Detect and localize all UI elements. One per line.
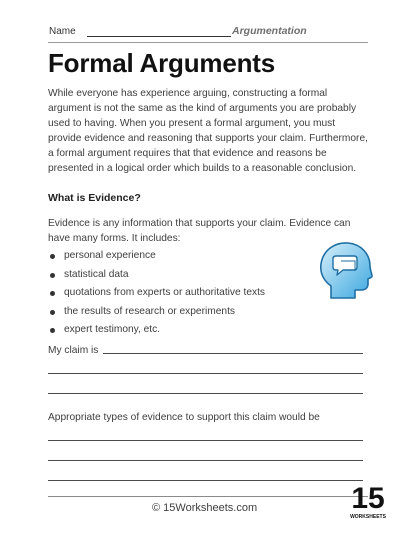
claim-answer-line[interactable] — [48, 393, 363, 394]
intro-paragraph: While everyone has experience arguing, constructing a formal argument is not the same as the kind of arguments you are probably used to having. When you present a formal argument, you must provide evidence and reasoning that supports your claim. Furthermore, a formal argument requires that that evidence and reasons be presented in a logical order which builds to a reasonable conclusion. — [48, 88, 368, 175]
logo-word: WORKSHEETS — [350, 514, 386, 520]
list-item: statistical data — [48, 268, 265, 287]
worksheet-topic: Argumentation — [232, 25, 307, 37]
page-title: Formal Arguments — [48, 48, 275, 78]
footer-copyright: © 15Worksheets.com — [152, 502, 258, 514]
name-row — [49, 24, 379, 40]
claim-answer-line[interactable] — [48, 373, 363, 374]
claim-label: My claim is — [48, 345, 99, 356]
section-heading: What is Evidence? — [48, 192, 141, 204]
list-item: expert testimony, etc. — [48, 323, 265, 342]
head-speech-bubble-icon — [317, 240, 373, 300]
worksheets-logo — [352, 474, 384, 522]
list-item: the results of research or experiments — [48, 305, 265, 324]
evidence-answer-line[interactable] — [48, 480, 363, 481]
logo-number: 15 — [351, 482, 385, 515]
evidence-paragraph: Evidence is any information that supports your claim. Evidence can have many forms. It includes: — [48, 218, 351, 244]
evidence-answer-line[interactable] — [48, 460, 363, 461]
footer-divider — [48, 496, 368, 497]
name-field-line[interactable] — [87, 36, 231, 37]
name-label: Name — [49, 26, 76, 37]
evidence-list — [48, 249, 265, 342]
list-item: quotations from experts or authoritative texts — [48, 286, 265, 305]
claim-answer-line[interactable] — [103, 353, 363, 354]
header-divider — [48, 42, 368, 43]
evidence-prompt-label: Appropriate types of evidence to support this claim would be — [48, 412, 320, 423]
list-item: personal experience — [48, 249, 265, 268]
evidence-answer-line[interactable] — [48, 440, 363, 441]
